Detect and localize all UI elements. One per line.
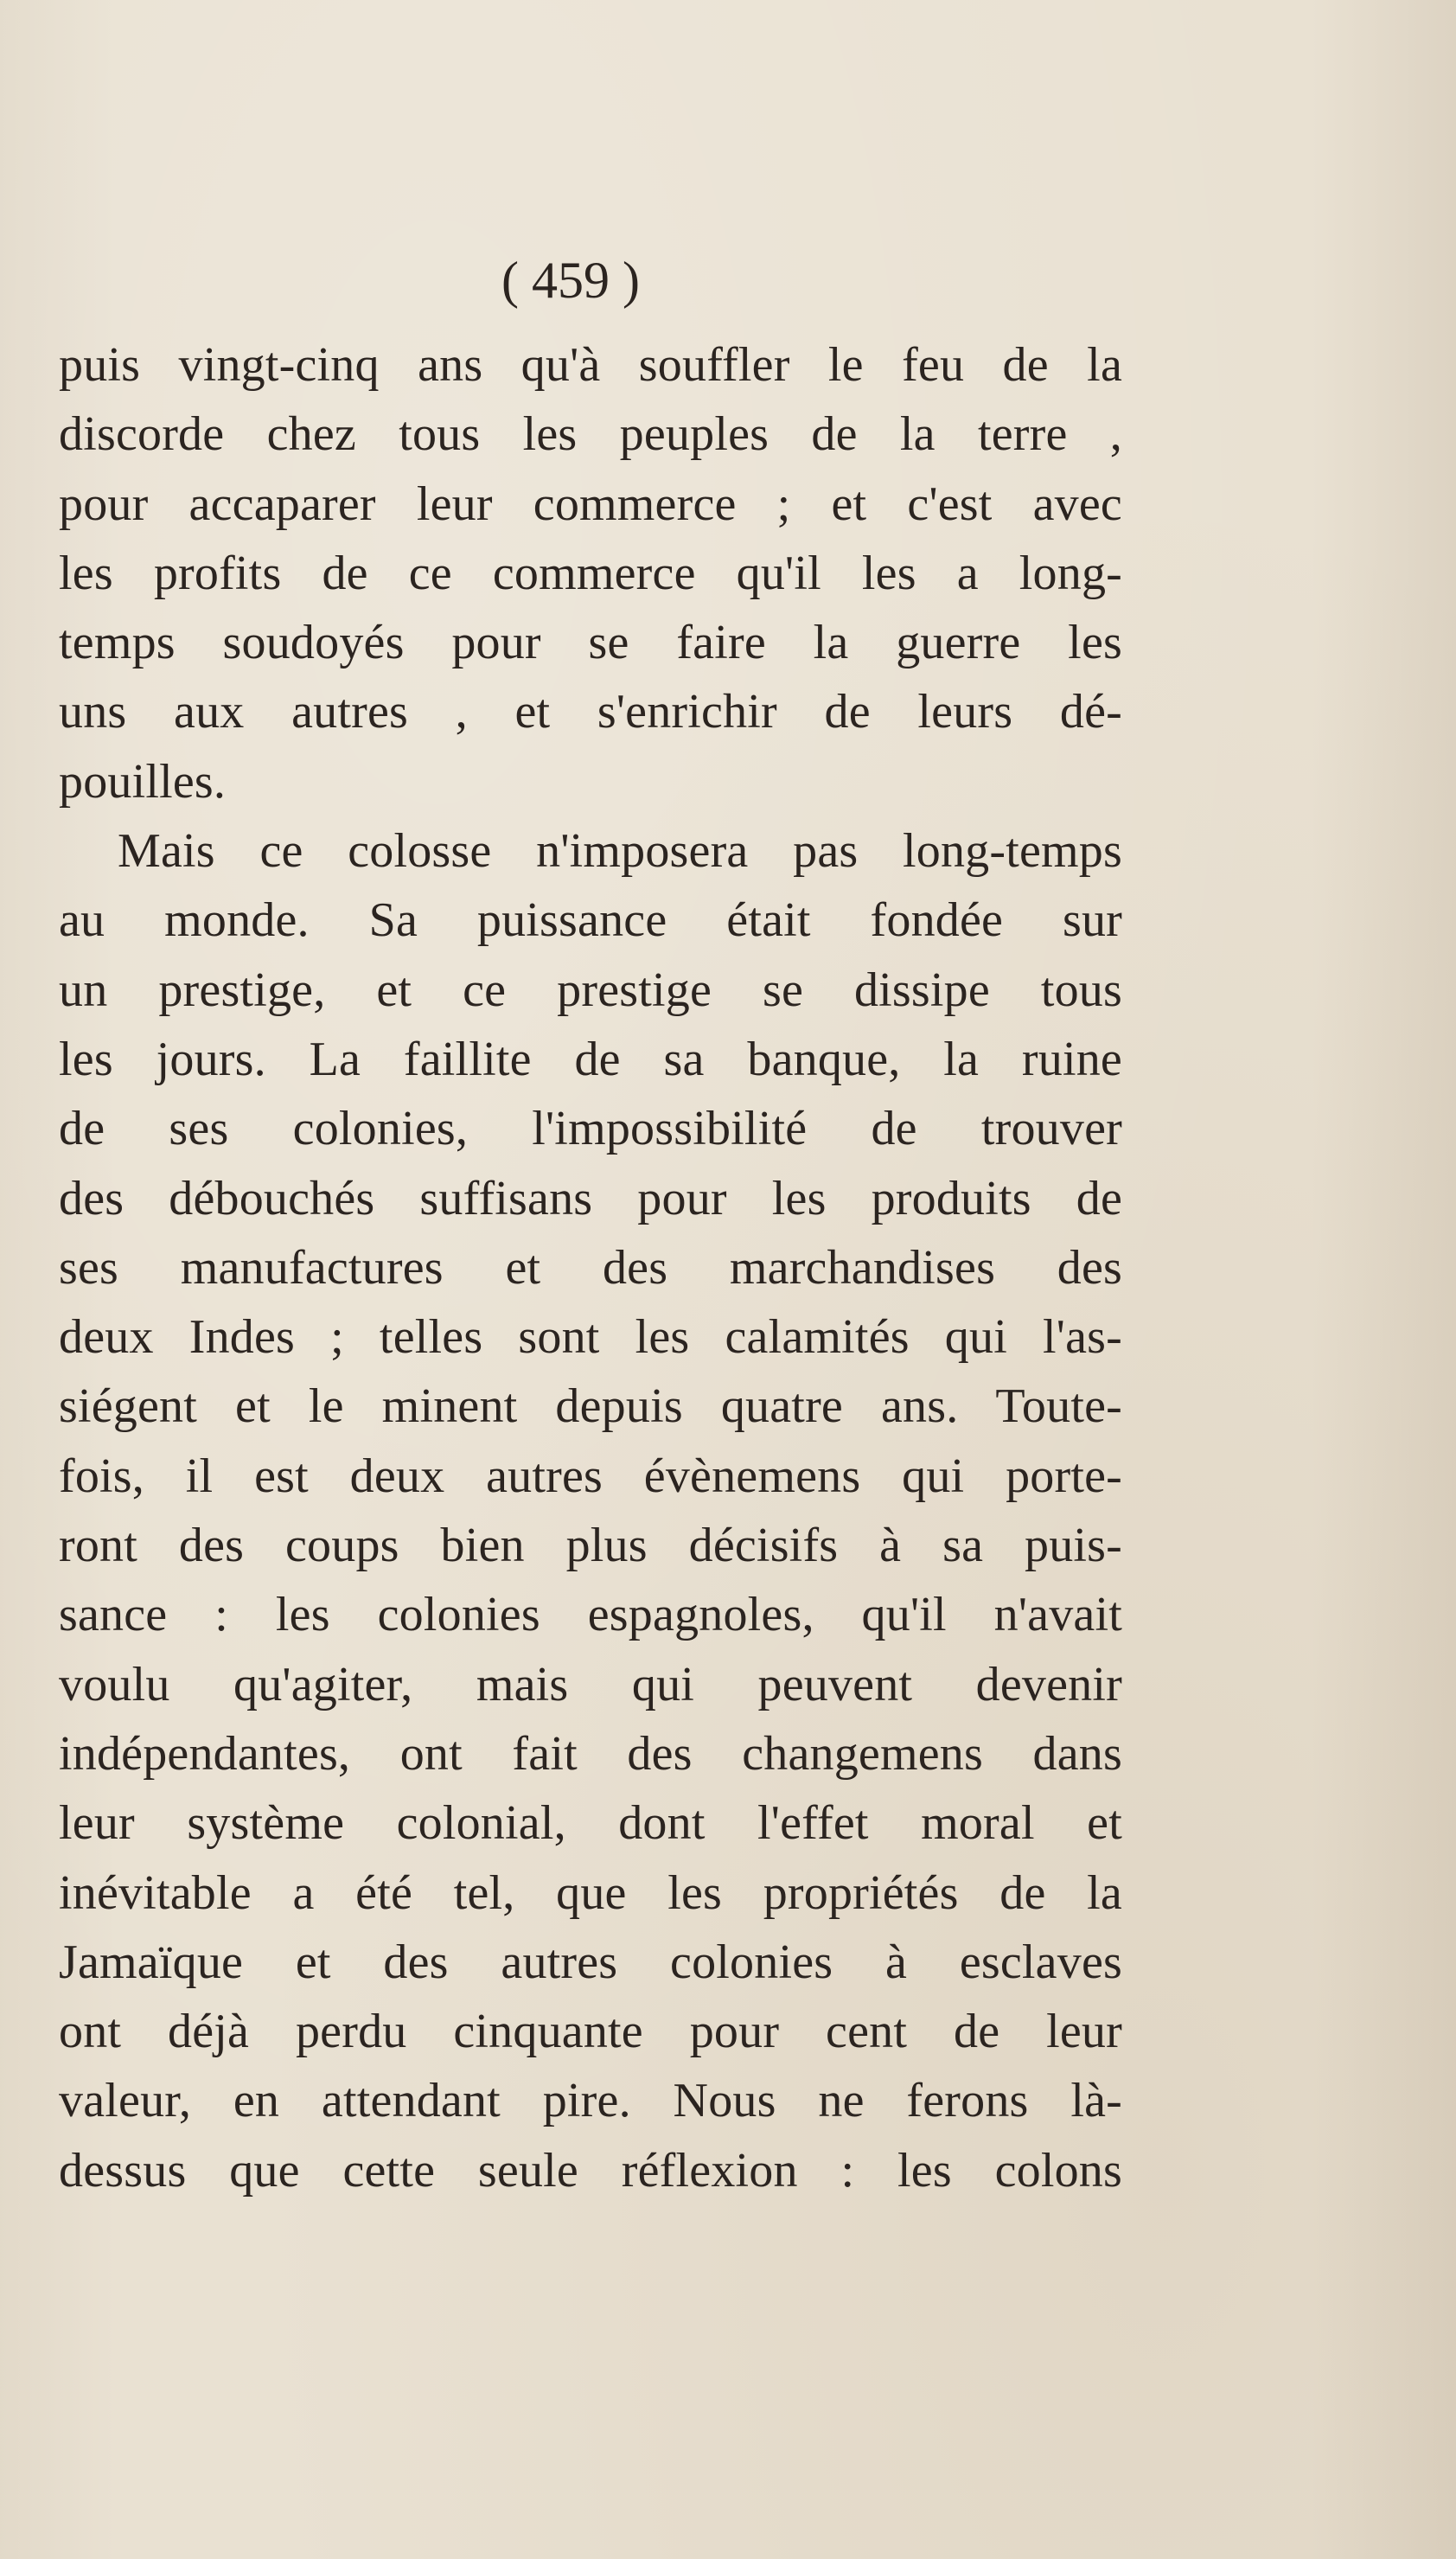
paragraph-end-line: pouilles.: [59, 754, 227, 809]
text-line: les jours. La faillite de sa banque, la ruine: [59, 1032, 1122, 1086]
text-line: inévitable a été tel, que les propriétés de la: [59, 1865, 1122, 1920]
text-line: ront des coups bien plus décisifs à sa puis-: [59, 1519, 1122, 1573]
text-line: ont déjà perdu cinquante pour cent de leur: [59, 2005, 1122, 2059]
page-number: ( 459 ): [501, 252, 640, 309]
paragraph-start-line: Mais ce colosse n'imposera pas long-temps: [118, 824, 1122, 879]
text-line: valeur, en attendant pire. Nous ne ferons là-: [59, 2074, 1122, 2128]
text-line: de ses colonies, l'impossibilité de trouver: [59, 1102, 1122, 1156]
text-line: pour accaparer leur commerce ; et c'est avec: [59, 477, 1122, 531]
text-line: siégent et le minent depuis quatre ans. Toute-: [59, 1379, 1122, 1434]
text-line: discorde chez tous les peuples de la terre ,: [59, 407, 1122, 462]
text-line: des débouchés suffisans pour les produits de: [59, 1171, 1122, 1225]
text-line: Jamaïque et des autres colonies à esclaves: [59, 1935, 1122, 1989]
text-line: deux Indes ; telles sont les calamités qui l'as-: [59, 1310, 1122, 1365]
text-line: uns aux autres , et s'enrichir de leurs dé-: [59, 685, 1122, 739]
text-line: un prestige, et ce prestige se dissipe tous: [59, 963, 1122, 1017]
text-line: leur système colonial, dont l'effet moral et: [59, 1796, 1122, 1851]
text-line: dessus que cette seule réflexion : les colons: [59, 2143, 1122, 2198]
text-line: voulu qu'agiter, mais qui peuvent devenir: [59, 1657, 1122, 1711]
text-line: temps soudoyés pour se faire la guerre les: [59, 616, 1122, 670]
text-line: puis vingt-cinq ans qu'à souffler le feu de la: [59, 338, 1122, 392]
text-line: au monde. Sa puissance était fondée sur: [59, 893, 1122, 948]
text-line: fois, il est deux autres évènemens qui porte-: [59, 1449, 1122, 1503]
text-line: ses manufactures et des marchandises des: [59, 1240, 1122, 1295]
text-line: les profits de ce commerce qu'il les a long-: [59, 546, 1122, 600]
text-line: indépendantes, ont fait des changemens dans: [59, 1726, 1122, 1781]
text-line: sance : les colonies espagnoles, qu'il n'avait: [59, 1588, 1122, 1642]
